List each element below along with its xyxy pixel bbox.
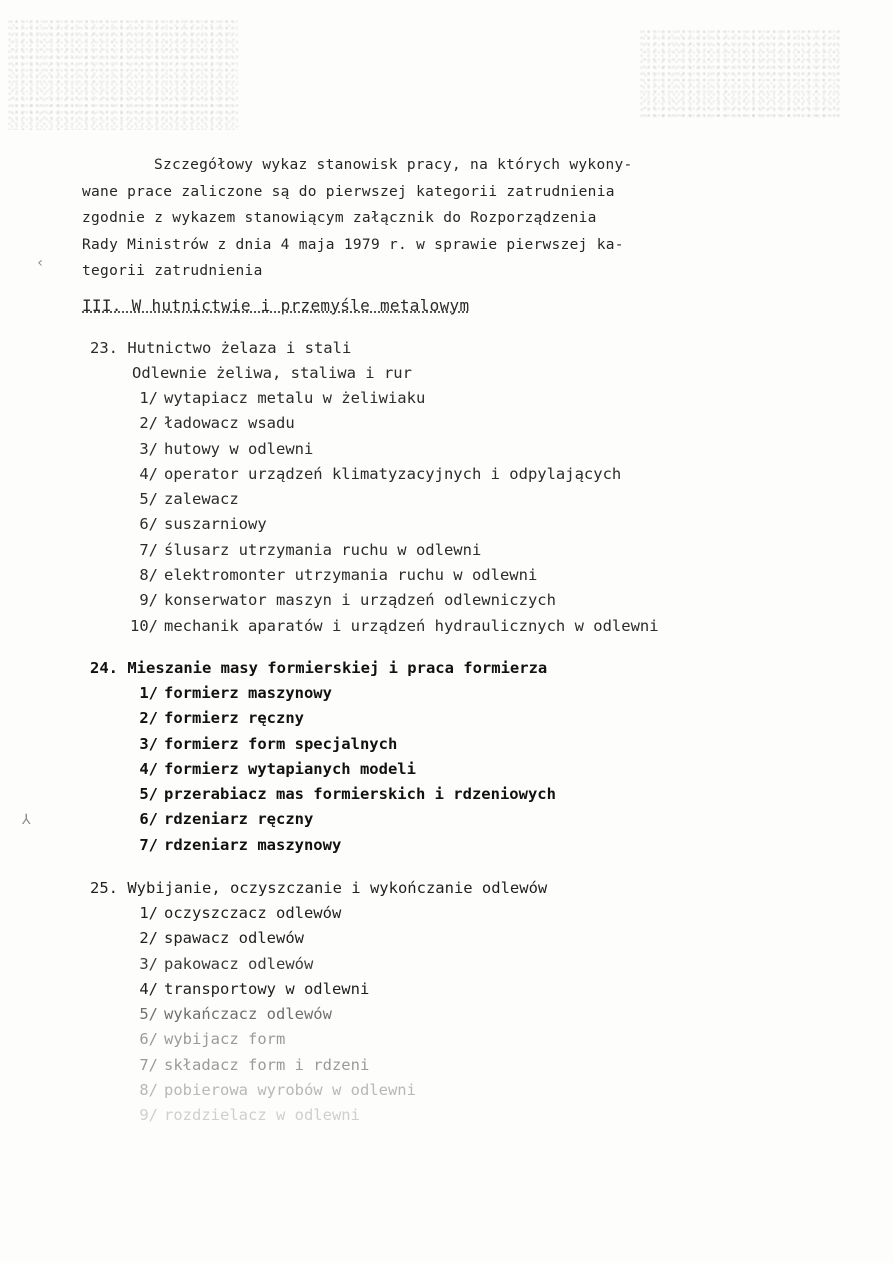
item-label: ładowacz wsadu: [164, 414, 295, 433]
scan-noise: [8, 20, 238, 130]
item-label: rozdzielacz w odlewni: [164, 1106, 360, 1125]
margin-mark: ⅄: [22, 812, 31, 828]
job-list: [90, 386, 659, 639]
intro-line: tegorii zatrudnienia: [82, 263, 263, 279]
item-label: hutowy w odlewni: [164, 439, 314, 458]
item-number: 1/: [139, 904, 158, 922]
item-label: pakowacz odlewów: [164, 954, 314, 973]
list-item: [90, 437, 659, 462]
list-item: [90, 732, 556, 757]
item-number: 10/: [130, 616, 158, 635]
list-item: [90, 462, 659, 487]
item-label: formierz wytapianych modeli: [164, 759, 416, 778]
item-label: formierz maszynowy: [164, 684, 332, 702]
item-number: 4/: [139, 464, 158, 483]
item-label: pobierowa wyrobów w odlewni: [164, 1081, 416, 1100]
item-number: 8/: [139, 566, 158, 585]
item-label: formierz ręczny: [164, 709, 304, 728]
item-label: zalewacz: [164, 490, 239, 509]
list-item: [90, 1002, 547, 1027]
item-number: 1/: [139, 389, 158, 407]
item-number: 4/: [139, 979, 158, 998]
item-number: 2/: [139, 929, 158, 948]
item-label: wykańczacz odlewów: [164, 1005, 332, 1024]
list-item: [90, 386, 659, 411]
item-number: 6/: [139, 1030, 158, 1049]
item-number: 3/: [139, 734, 158, 753]
item-label: rdzeniarz maszynowy: [164, 835, 342, 854]
item-label: wybijacz form: [164, 1030, 286, 1049]
intro-line: Szczegółowy wykaz stanowisk pracy, na których wykony-: [154, 157, 633, 173]
item-label: konserwator maszyn i urządzeń odlewniczych: [164, 591, 556, 610]
list-item: [90, 926, 547, 951]
item-number: 7/: [139, 540, 158, 559]
list-item: [90, 563, 659, 588]
list-item: [90, 977, 547, 1002]
list-item: [90, 614, 659, 639]
margin-mark: ‹: [36, 255, 45, 271]
item-label: transportowy w odlewni: [164, 979, 370, 998]
item-number: 5/: [139, 490, 158, 509]
job-list: [90, 901, 547, 1129]
item-number: 5/: [139, 1005, 158, 1024]
group-subtitle: Odlewnie żeliwa, staliwa i rur: [132, 364, 412, 382]
item-label: formierz form specjalnych: [164, 734, 398, 753]
list-item: [90, 901, 547, 926]
intro-paragraph: [82, 152, 722, 285]
item-label: przerabiacz mas formierskich i rdzeniowych: [164, 785, 556, 804]
item-label: oczyszczacz odlewów: [164, 904, 342, 922]
intro-line: zgodnie z wykazem stanowiącym załącznik do Rozporządzenia: [82, 210, 597, 226]
list-item: [90, 833, 556, 858]
item-label: spawacz odlewów: [164, 929, 304, 948]
item-label: mechanik aparatów i urządzeń hydraulicznych w odlewni: [164, 616, 659, 635]
item-label: rdzeniarz ręczny: [164, 810, 314, 829]
item-number: 6/: [139, 515, 158, 534]
list-item: [90, 411, 659, 436]
item-number: 9/: [139, 1106, 158, 1125]
list-item: [90, 952, 547, 977]
job-group-23: [90, 336, 659, 639]
item-number: 5/: [139, 785, 158, 804]
scan-noise: [640, 30, 840, 120]
list-item: [90, 1027, 547, 1052]
list-item: [90, 757, 556, 782]
item-label: składacz form i rdzeni: [164, 1055, 370, 1074]
item-number: 2/: [139, 709, 158, 728]
list-item: [90, 681, 556, 706]
group-title: 24. Mieszanie masy formierskiej i praca formierza: [90, 659, 548, 677]
list-item: [90, 1103, 547, 1128]
item-label: wytapiacz metalu w żeliwiaku: [164, 389, 426, 407]
list-item: [90, 512, 659, 537]
item-label: ślusarz utrzymania ruchu w odlewni: [164, 540, 482, 559]
job-group-24: [90, 656, 556, 858]
list-item: [90, 782, 556, 807]
item-number: 3/: [139, 954, 158, 973]
intro-line: Rady Ministrów z dnia 4 maja 1979 r. w sprawie pierwszej ka-: [82, 236, 624, 253]
group-title: 25. Wybijanie, oczyszczanie i wykończanie odlewów: [90, 879, 548, 897]
job-group-25: [90, 876, 547, 1129]
list-item: [90, 538, 659, 563]
section-heading: III. W hutnictwie i przemyśle metalowym: [82, 296, 470, 315]
item-number: 9/: [139, 591, 158, 610]
item-number: 1/: [139, 684, 158, 702]
intro-line: wane prace zaliczone są do pierwszej kategorii zatrudnienia: [82, 183, 615, 200]
item-number: 4/: [139, 759, 158, 778]
item-label: operator urządzeń klimatyzacyjnych i odpylających: [164, 464, 622, 483]
list-item: [90, 807, 556, 832]
item-number: 7/: [139, 1055, 158, 1074]
list-item: [90, 1053, 547, 1078]
item-number: 7/: [139, 835, 158, 854]
list-item: [90, 1078, 547, 1103]
list-item: [90, 706, 556, 731]
job-list: [90, 681, 556, 858]
item-number: 3/: [139, 439, 158, 458]
item-label: suszarniowy: [164, 515, 267, 534]
item-number: 8/: [139, 1081, 158, 1100]
list-item: [90, 588, 659, 613]
list-item: [90, 487, 659, 512]
item-number: 6/: [139, 810, 158, 829]
group-title: 23. Hutnictwo żelaza i stali: [90, 339, 352, 357]
item-label: elektromonter utrzymania ruchu w odlewni: [164, 566, 538, 585]
item-number: 2/: [139, 414, 158, 433]
